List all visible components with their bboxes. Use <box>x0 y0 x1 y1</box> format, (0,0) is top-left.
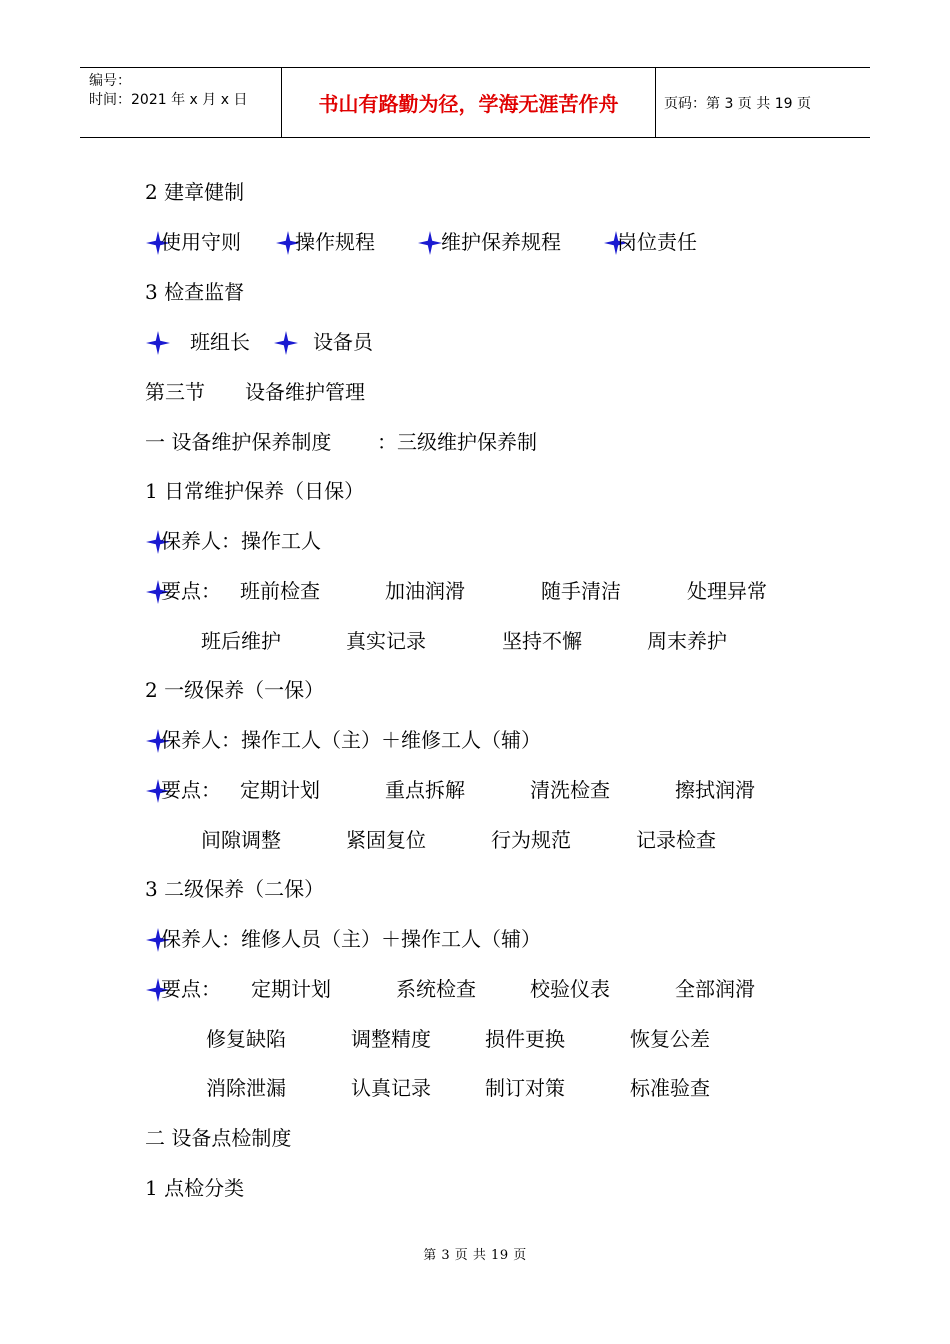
four-point-star-icon <box>145 330 171 356</box>
point-item: 擦拭润滑 <box>675 778 755 802</box>
point-item: 调整精度 <box>351 1027 431 1051</box>
chapter-number: 第三节 <box>145 380 205 404</box>
subsection-heading <box>145 1173 244 1203</box>
heading-subtext: ：三级维护保养制 <box>377 430 537 454</box>
point-item: 全部润滑 <box>675 977 755 1001</box>
page-header <box>80 67 870 138</box>
point-item: 随手清洁 <box>541 579 621 603</box>
page-label: 页码：第 3 页 共 19 页 <box>664 95 811 112</box>
point-item: 损件更换 <box>485 1027 565 1051</box>
point-item: 校验仪表 <box>530 977 610 1001</box>
point-item: 标准验查 <box>630 1076 710 1100</box>
section-heading <box>145 1123 291 1153</box>
bullet-item: 使用守则 <box>161 230 241 254</box>
point-item: 间隙调整 <box>201 828 281 852</box>
section-heading <box>145 177 244 207</box>
points-label: 要点： <box>161 778 221 802</box>
point-item: 定期计划 <box>251 977 331 1001</box>
bullet-item: 保养人：操作工人（主）＋维修工人（辅） <box>161 728 541 752</box>
header-motto-cell <box>281 68 656 137</box>
points-label: 要点： <box>161 977 221 1001</box>
point-item: 加油润滑 <box>385 579 465 603</box>
point-item: 坚持不懈 <box>502 629 582 653</box>
heading-text: 3 检查监督 <box>145 280 245 304</box>
heading-text: 1 点检分类 <box>145 1176 245 1200</box>
point-item: 认真记录 <box>351 1076 431 1100</box>
section-heading <box>145 277 244 307</box>
point-item: 消除泄漏 <box>206 1076 286 1100</box>
page-footer: 第 3 页 共 19 页 <box>423 1248 527 1263</box>
points-label: 要点： <box>161 579 221 603</box>
subsection-heading <box>145 675 324 705</box>
point-item: 周末养护 <box>647 629 727 653</box>
point-item: 恢复公差 <box>630 1027 710 1051</box>
chapter-title: 设备维护管理 <box>245 380 365 404</box>
bullet-item: 班组长 <box>190 330 250 354</box>
bullet-item: 设备员 <box>313 330 373 354</box>
heading-text: 2 一级保养（一保） <box>145 678 325 702</box>
point-item: 真实记录 <box>346 629 426 653</box>
point-item: 处理异常 <box>687 579 767 603</box>
point-item: 紧固复位 <box>346 828 426 852</box>
subsection-heading <box>145 874 324 904</box>
point-item: 班后维护 <box>201 629 281 653</box>
bullet-item: 岗位责任 <box>617 230 697 254</box>
date-label: 时间：2021 年 x 月 x 日 <box>89 92 248 108</box>
header-page-cell <box>655 68 870 137</box>
bullet-item: 操作规程 <box>295 230 375 254</box>
point-item: 班前检查 <box>240 579 320 603</box>
four-point-star-icon <box>273 330 299 356</box>
number-label: 编号： <box>89 73 131 89</box>
heading-text: 3 二级保养（二保） <box>145 877 325 901</box>
four-point-star-icon <box>417 230 443 256</box>
header-meta <box>80 68 280 137</box>
bullet-item: 保养人：操作工人 <box>161 529 321 553</box>
bullet-item: 保养人：维修人员（主）＋操作工人（辅） <box>161 927 541 951</box>
point-item: 清洗检查 <box>530 778 610 802</box>
bullet-item: 维护保养规程 <box>441 230 561 254</box>
point-item: 定期计划 <box>240 778 320 802</box>
heading-text: 一 设备维护保养制度 <box>145 430 332 454</box>
point-item: 系统检查 <box>396 977 476 1001</box>
point-item: 行为规范 <box>491 828 571 852</box>
point-item: 制订对策 <box>485 1076 565 1100</box>
point-item: 记录检查 <box>636 828 716 852</box>
motto: 书山有路勤为径，学海无涯苦作舟 <box>318 92 619 116</box>
subsection-heading <box>145 476 364 506</box>
heading-text: 1 日常维护保养（日保） <box>145 479 365 503</box>
heading-text: 2 建章健制 <box>145 180 245 204</box>
point-item: 重点拆解 <box>385 778 465 802</box>
point-item: 修复缺陷 <box>206 1027 286 1051</box>
heading-text: 二 设备点检制度 <box>145 1126 292 1150</box>
